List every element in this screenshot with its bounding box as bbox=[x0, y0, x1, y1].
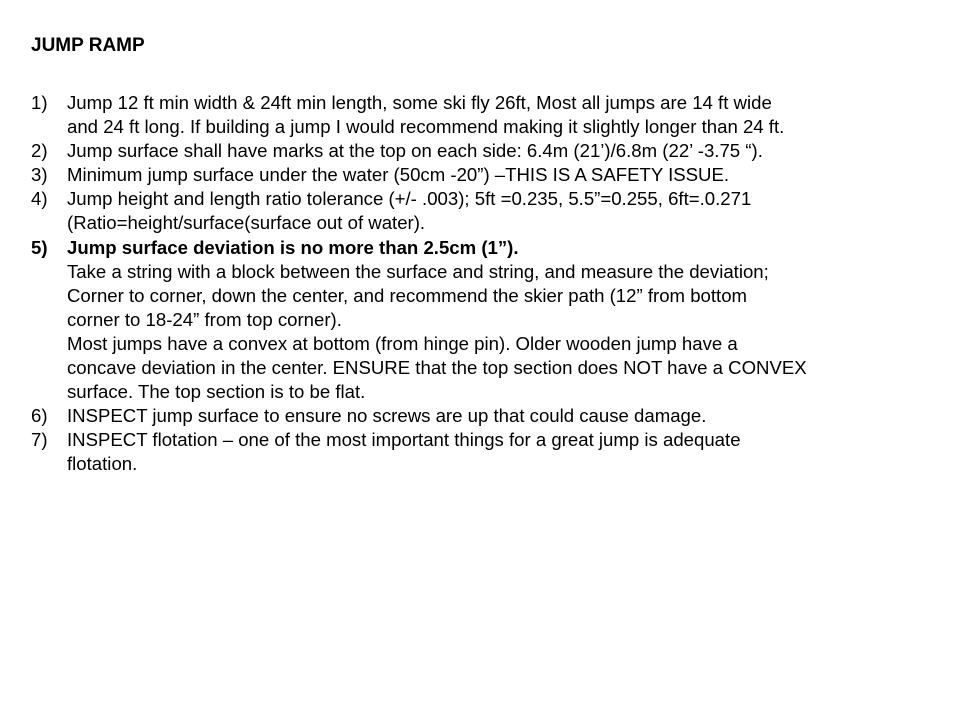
list-item-text: (Ratio=height/surface(surface out of water). bbox=[67, 212, 426, 234]
list-item-text: Most jumps have a convex at bottom (from hinge pin). Older wooden jump have a bbox=[67, 332, 738, 354]
list-item-text: corner to 18-24” from top corner). bbox=[67, 308, 342, 330]
page-title: JUMP RAMP bbox=[31, 35, 145, 56]
list-item-number: 2) bbox=[31, 140, 48, 162]
list-item-text: Jump surface shall have marks at the top on each side: 6.4m (21’)/6.8m (22’ -3.75 “). bbox=[67, 140, 763, 162]
list-item-text: Jump height and length ratio tolerance (+/- .003); 5ft =0.235, 5.5”=0.255, 6ft=.0.271 bbox=[67, 188, 752, 210]
list-item-text: concave deviation in the center. ENSURE that the top section does NOT have a CONVEX bbox=[67, 357, 807, 379]
list-item-7 bbox=[31, 428, 941, 476]
list-item-2 bbox=[31, 139, 941, 163]
list-item-number: 7) bbox=[31, 429, 48, 451]
list-item-number: 5) bbox=[31, 236, 48, 258]
list-item-text: Take a string with a block between the surface and string, and measure the deviation; bbox=[67, 260, 769, 282]
list-item-number: 6) bbox=[31, 405, 48, 427]
list-item-4 bbox=[31, 187, 941, 235]
list-item-text: INSPECT jump surface to ensure no screws are up that could cause damage. bbox=[67, 405, 707, 427]
list-item-text: Corner to corner, down the center, and recommend the skier path (12” from bottom bbox=[67, 284, 748, 306]
list-item-text: flotation. bbox=[67, 453, 138, 475]
list-item-heading: Jump surface deviation is no more than 2.5cm (1”). bbox=[67, 236, 519, 258]
list-item-text: Minimum jump surface under the water (50cm -20”) –THIS IS A SAFETY ISSUE. bbox=[67, 164, 730, 186]
list-item-number: 1) bbox=[31, 92, 48, 113]
list-item-3 bbox=[31, 163, 941, 187]
list-item-6 bbox=[31, 404, 941, 428]
requirements-list bbox=[31, 91, 941, 477]
list-item-number: 3) bbox=[31, 164, 48, 186]
list-item-text: Jump 12 ft min width & 24ft min length, some ski fly 26ft, Most all jumps are 14 ft wide bbox=[67, 92, 772, 113]
list-item-number: 4) bbox=[31, 188, 48, 210]
list-item-text: surface. The top section is to be flat. bbox=[67, 381, 366, 403]
list-item-text: and 24 ft long. If building a jump I would recommend making it slightly longer than 24 ft. bbox=[67, 116, 785, 138]
list-item-1 bbox=[31, 91, 941, 139]
list-item-text: INSPECT flotation – one of the most important things for a great jump is adequate bbox=[67, 429, 741, 451]
list-item-5 bbox=[31, 236, 941, 405]
